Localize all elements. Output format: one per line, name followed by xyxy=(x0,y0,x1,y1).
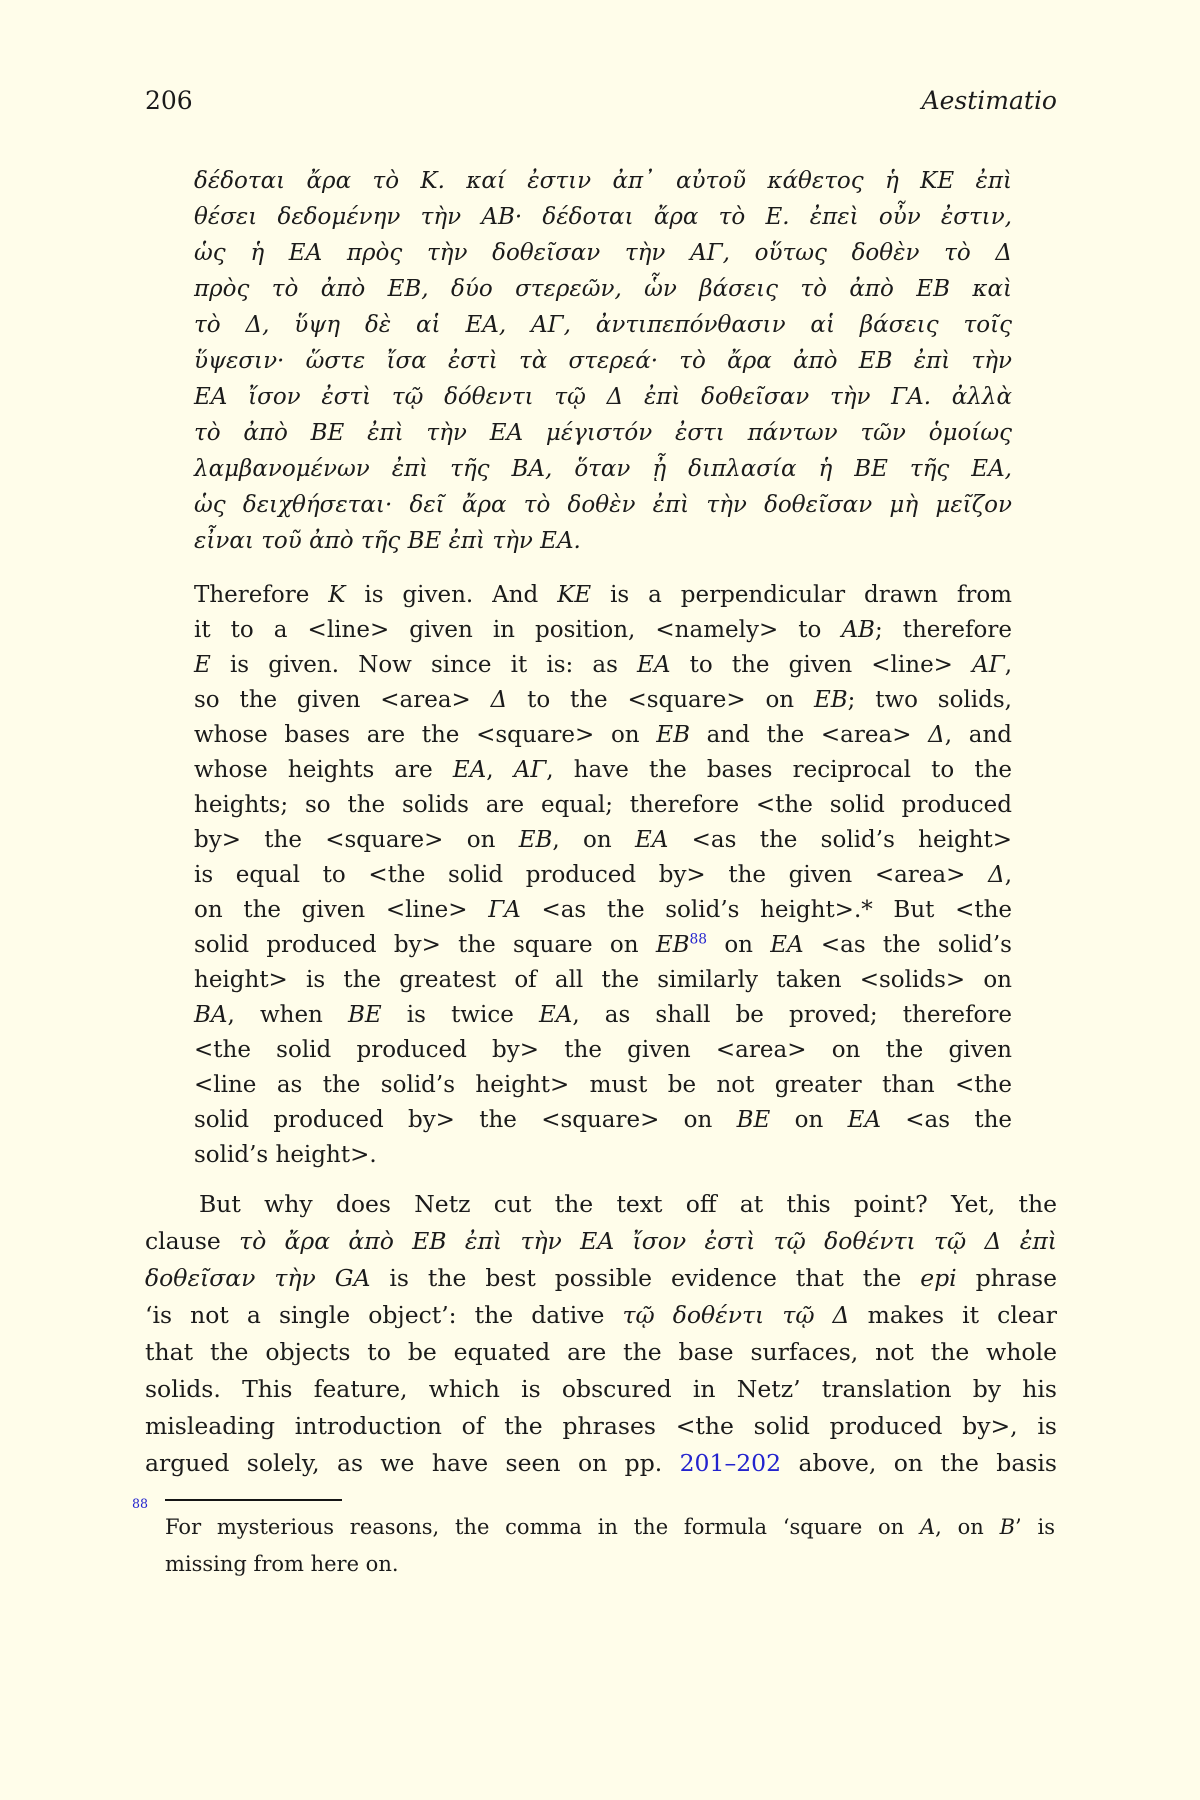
emphasis-text: ΓΑ xyxy=(488,897,521,923)
emphasis-text: ΑΓ xyxy=(972,652,1005,678)
text-line: ὡς ἡ ΕΑ πρὸς τὴν δοθεῖσαν τὴν ΑΓ, οὕτως δοθὲν τὸ Δ xyxy=(194,240,1012,266)
text-line: <the solid produced by> the given <area> on the given xyxy=(194,1037,1012,1063)
text-line: solid produced by> the square on EB$^{88}$ on EA <as the solid’s xyxy=(194,931,1012,958)
text-line: whose bases are the <square> on EB and the <area> Δ, and xyxy=(194,722,1013,748)
emphasis-text: EA xyxy=(847,1107,881,1133)
text-line: ‘is not a single object’: the dative τῷ δοθέντι τῷ Δ makes it clear xyxy=(145,1301,1057,1329)
text-line: δέδοται ἄρα τὸ Κ. καί ἐστιν ἀπ᾽ αὐτοῦ κάθετος ἡ ΚΕ ἐπὶ xyxy=(194,168,1012,194)
text-line: by> the <square> on EB, on EA <as the solid’s height> xyxy=(194,827,1013,853)
page-range-link[interactable]: 201–202 xyxy=(679,1449,782,1477)
text-line: τὸ ἀπὸ ΒΕ ἐπὶ τὴν ΕΑ μέγιστόν ἐστι πάντων τῶν ὁμοίως xyxy=(194,420,1012,446)
emphasis-text: BE xyxy=(736,1107,771,1133)
text-line: ΕΑ ἴσον ἐστὶ τῷ δόθεντι τῷ Δ ἐπὶ δοθεῖσαν τὴν ΓΑ. ἀλλὰ xyxy=(194,384,1012,410)
footnote-text xyxy=(165,1509,1055,1583)
text-line: δοθεῖσαν τὴν GA is the best possible evidence that the epi phrase xyxy=(145,1264,1058,1292)
text-line: ὕψεσιν· ὥστε ἴσα ἐστὶ τὰ στερεά· τὸ ἄρα ἀπὸ ΕΒ ἐπὶ τὴν xyxy=(194,348,1012,374)
translation-quotation-block xyxy=(194,578,1012,1173)
emphasis-text: K xyxy=(328,582,346,608)
emphasis-text: EB xyxy=(813,687,848,713)
footnote: 88 For mysterious reasons, the comma in the formula ‘square on A, on B’ is missing from here on. xyxy=(165,1509,1055,1583)
emphasis-text: BE xyxy=(347,1002,382,1028)
emphasis-text: KE xyxy=(557,582,592,608)
greek-quotation-block xyxy=(194,163,1012,559)
footnote-separator-rule xyxy=(165,1499,342,1501)
text-line: ὡς δειχθήσεται· δεῖ ἄρα τὸ δοθὲν ἐπὶ τὴν δοθεῖσαν μὴ μεῖζον xyxy=(194,492,1012,518)
text-line: solid’s height>. xyxy=(194,1142,377,1168)
text-line: argued solely, as we have seen on pp. 201–202 above, on the basis xyxy=(145,1449,1057,1477)
text-line: θέσει δεδομένην τὴν ΑΒ· δέδοται ἄρα τὸ Ε. ἐπεὶ οὖν ἐστιν, xyxy=(194,204,1012,230)
journal-title: Aestimatio xyxy=(921,86,1057,115)
text-line: that the objects to be equated are the base surfaces, not the whole xyxy=(145,1338,1057,1366)
emphasis-text: B xyxy=(999,1515,1016,1539)
text-line: But why does Netz cut the text off at this point? Yet, the xyxy=(199,1190,1057,1218)
emphasis-text: Δ xyxy=(988,862,1005,888)
footnote-ref-link[interactable]: 88 xyxy=(689,931,708,948)
text-line: missing from here on. xyxy=(165,1552,399,1576)
emphasis-text: EA xyxy=(770,932,804,958)
emphasis-text: Δ xyxy=(928,722,945,748)
text-line: εἶναι τοῦ ἀπὸ τῆς ΒΕ ἐπὶ τὴν ΕΑ. xyxy=(194,528,581,554)
text-line: πρὸς τὸ ἀπὸ ΕΒ, δύο στερεῶν, ὧν βάσεις τὸ ἀπὸ ΕΒ καὶ xyxy=(194,276,1012,302)
emphasis-text: EA xyxy=(538,1002,573,1028)
text-line: misleading introduction of the phrases <the solid produced by>, is xyxy=(145,1412,1057,1440)
text-line: τὸ Δ, ὕψη δὲ αἱ ΕΑ, ΑΓ, ἀντιπεπόνθασιν αἱ βάσεις τοῖς xyxy=(194,312,1012,338)
text-line: height> is the greatest of all the similarly taken <solids> on xyxy=(194,967,1012,993)
text-line: <line as the solid’s height> must be not greater than <the xyxy=(194,1072,1012,1098)
emphasis-text: ΑΓ xyxy=(513,757,547,783)
text-line: on the given <line> ΓΑ <as the solid’s height>.* But <the xyxy=(194,897,1013,923)
emphasis-text: EB xyxy=(655,932,690,958)
emphasis-text: EA xyxy=(452,757,487,783)
text-line: solids. This feature, which is obscured in Netz’ translation by his xyxy=(145,1375,1057,1403)
text-line: solid produced by> the <square> on BE on EA <as the xyxy=(194,1107,1012,1133)
text-line: heights; so the solids are equal; therefore <the solid produced xyxy=(194,792,1012,818)
text-line: is equal to <the solid produced by> the given <area> Δ, xyxy=(194,862,1012,888)
emphasis-text: δοθεῖσαν τὴν GA xyxy=(145,1264,371,1292)
emphasis-text: EA xyxy=(634,827,669,853)
emphasis-text: EB xyxy=(656,722,690,748)
text-line: so the given <area> Δ to the <square> on EB; two solids, xyxy=(194,687,1012,713)
text-line: clause τὸ ἄρα ἀπὸ ΕΒ ἐπὶ τὴν ΕΑ ἴσον ἐστὶ τῷ δοθέντι τῷ Δ ἐπὶ xyxy=(145,1227,1057,1255)
emphasis-text: BA xyxy=(194,1002,228,1028)
emphasis-text: EB xyxy=(518,827,553,853)
emphasis-text: Δ xyxy=(490,687,508,713)
commentary-paragraph xyxy=(145,1186,1057,1482)
text-line: Therefore K is given. And KE is a perpendicular drawn from xyxy=(194,582,1012,608)
text-line: BA, when BE is twice EA, as shall be proved; therefore xyxy=(194,1002,1013,1028)
emphasis-text: EA xyxy=(637,652,671,678)
emphasis-text: A xyxy=(920,1515,936,1539)
emphasis-text: τῷ δοθέντι τῷ Δ xyxy=(622,1301,850,1329)
text-line: whose heights are EA, ΑΓ, have the bases reciprocal to the xyxy=(194,757,1012,783)
text-line: For mysterious reasons, the comma in the formula ‘square on A, on B’ is xyxy=(165,1515,1056,1539)
emphasis-text: E xyxy=(194,652,211,678)
emphasis-text: AB xyxy=(841,617,875,643)
page-number: 206 xyxy=(145,86,193,115)
emphasis-text: epi xyxy=(920,1264,957,1292)
text-line: E is given. Now since it is: as EA to the given <line> ΑΓ, xyxy=(194,652,1012,678)
text-line: it to a <line> given in position, <namely> to AB; therefore xyxy=(194,617,1012,643)
emphasis-text: τὸ ἄρα ἀπὸ ΕΒ ἐπὶ τὴν ΕΑ ἴσον ἐστὶ τῷ δοθέντι τῷ Δ ἐπὶ xyxy=(239,1227,1057,1255)
text-line: λαμβανομένων ἐπὶ τῆς ΒΑ, ὅταν ᾖ διπλασία ἡ ΒΕ τῆς ΕΑ, xyxy=(194,456,1012,482)
running-header xyxy=(145,86,1057,115)
